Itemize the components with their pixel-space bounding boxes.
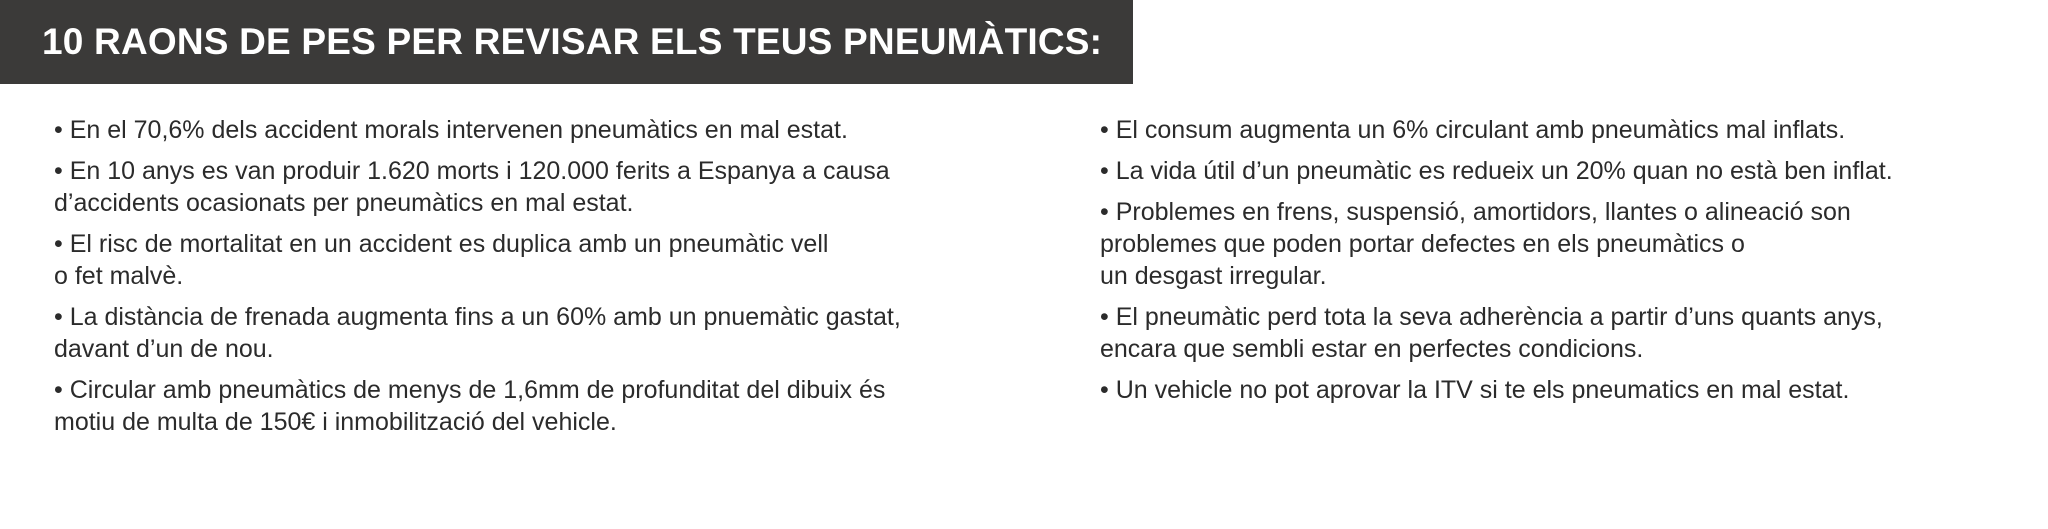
list-item-text: La vida útil d’un pneumàtic es redueix un 20% quan no està ben inflat.: [1115, 157, 1893, 185]
list-item: [54, 301, 1054, 365]
bullet-marker: •: [54, 303, 63, 331]
list-item-text: Circular amb pneumàtics de menys de 1,6mm de profunditat del dibuix és: [69, 376, 886, 404]
list-item-text: El consum augmenta un 6% circulant amb pneumàtics mal inflats.: [1115, 116, 1846, 144]
bullet-marker: •: [54, 157, 63, 185]
title-banner: [0, 0, 1133, 84]
bullet-marker: •: [54, 376, 63, 404]
bullet-marker: •: [54, 230, 63, 258]
list-item-text: davant d’un de nou.: [54, 335, 274, 363]
list-item-text: o fet malvè.: [54, 262, 184, 290]
list-item-text: motiu de multa de 150€ i inmobilització del vehicle.: [54, 408, 617, 436]
bullet-marker: •: [1100, 116, 1109, 144]
bullet-marker: •: [1100, 376, 1109, 404]
bullet-marker: •: [1100, 198, 1109, 226]
list-item-text: Problemes en frens, suspensió, amortidors, llantes o alineació son: [1115, 198, 1851, 226]
bullet-marker: •: [54, 116, 63, 144]
bullet-marker: •: [1100, 303, 1109, 331]
list-item-text: d’accidents ocasionats per pneumàtics en mal estat.: [54, 189, 634, 217]
bullet-marker: •: [1100, 157, 1109, 185]
list-item: [1100, 301, 2030, 365]
list-item: [1100, 155, 2030, 187]
list-item-text: Un vehicle no pot aprovar la ITV si te els pneumatics en mal estat.: [1115, 376, 1850, 404]
list-item: [1100, 114, 2030, 146]
left-column: [54, 114, 1054, 447]
list-item-text: En el 70,6% dels accident morals intervenen pneumàtics en mal estat.: [69, 116, 848, 144]
list-item-text: problemes que poden portar defectes en els pneumàtics o: [1100, 230, 1745, 258]
list-item: [54, 228, 1054, 292]
list-item: [1100, 374, 2030, 406]
list-item-text: un desgast irregular.: [1100, 262, 1327, 290]
list-item: [1100, 196, 2030, 292]
page-title: 10 RAONS DE PES PER REVISAR ELS TEUS PNEUMÀTICS:: [42, 21, 1103, 62]
list-item-text: encara que sembli estar en perfectes condicions.: [1100, 335, 1644, 363]
right-column: [1100, 114, 2030, 415]
list-item: [54, 374, 1054, 438]
list-item: [54, 114, 1054, 146]
list-item-text: El pneumàtic perd tota la seva adherència a partir d’uns quants anys,: [1115, 303, 1883, 331]
list-item-text: El risc de mortalitat en un accident es duplica amb un pneumàtic vell: [69, 230, 829, 258]
list-item: [54, 155, 1054, 219]
list-item-text: En 10 anys es van produir 1.620 morts i 120.000 ferits a Espanya a causa: [69, 157, 890, 185]
list-item-text: La distància de frenada augmenta fins a un 60% amb un pnuemàtic gastat,: [69, 303, 901, 331]
